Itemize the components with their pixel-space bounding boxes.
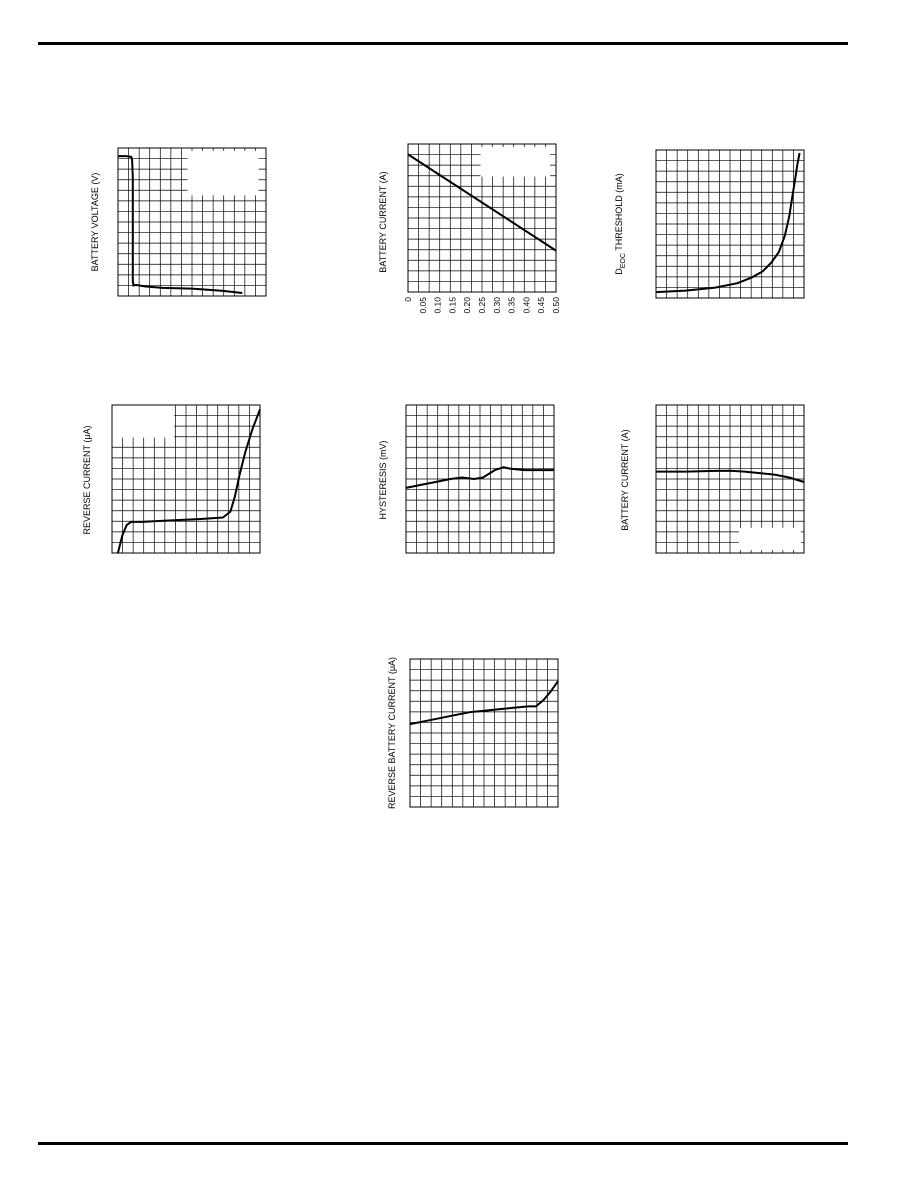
y-axis-label-main: REVERSE BATTERY CURRENT (μA) <box>387 656 397 810</box>
y-axis-label <box>378 440 388 519</box>
chart-reverse-current <box>82 405 260 553</box>
y-axis-label <box>378 171 388 272</box>
y-axis-label <box>90 173 100 272</box>
y-axis-label <box>620 429 630 530</box>
x-tick-label: 0.40 <box>521 297 532 314</box>
y-axis-label-main: D <box>614 268 624 275</box>
y-axis-label-main: BATTERY CURRENT (A) <box>620 429 630 531</box>
x-tick-label: 0 <box>403 297 413 302</box>
legend-box <box>112 405 174 438</box>
y-axis-label <box>614 173 627 275</box>
x-tick-label: 0.45 <box>536 297 547 314</box>
x-tick-label: 0.50 <box>551 297 561 314</box>
chart-deoc-threshold <box>614 150 804 298</box>
x-tick-label: 0.10 <box>432 297 443 314</box>
x-tick-label: 0.15 <box>447 297 458 314</box>
y-axis-label <box>82 425 92 534</box>
y-axis-label-main: BATTERY CURRENT (A) <box>378 171 388 273</box>
y-axis-label-tail: THRESHOLD (mA) <box>614 173 624 254</box>
legend-box <box>188 151 259 195</box>
y-axis-label-main: BATTERY VOLTAGE (V) <box>90 172 100 272</box>
y-axis-label-main: HYSTERESIS (mV) <box>378 440 388 520</box>
chart-battery-current-b <box>620 405 804 553</box>
x-tick-label: 0.25 <box>477 297 487 314</box>
x-tick-label: 0.30 <box>491 297 502 314</box>
y-axis-label-main: REVERSE CURRENT (μA) <box>82 425 92 535</box>
x-tick-label: 0.20 <box>462 297 473 314</box>
chart-battery-voltage <box>90 148 266 296</box>
legend-box <box>739 528 801 550</box>
y-axis-label <box>387 657 397 809</box>
legend-box <box>481 147 551 177</box>
chart-reverse-battery-current <box>387 657 558 809</box>
x-tick-label: 0.35 <box>506 297 517 314</box>
chart-hysteresis <box>378 405 554 553</box>
y-axis-label-subscript: EOC <box>620 253 627 269</box>
x-tick-label: 0.05 <box>417 297 428 314</box>
chart-battery-current-a <box>378 144 561 314</box>
